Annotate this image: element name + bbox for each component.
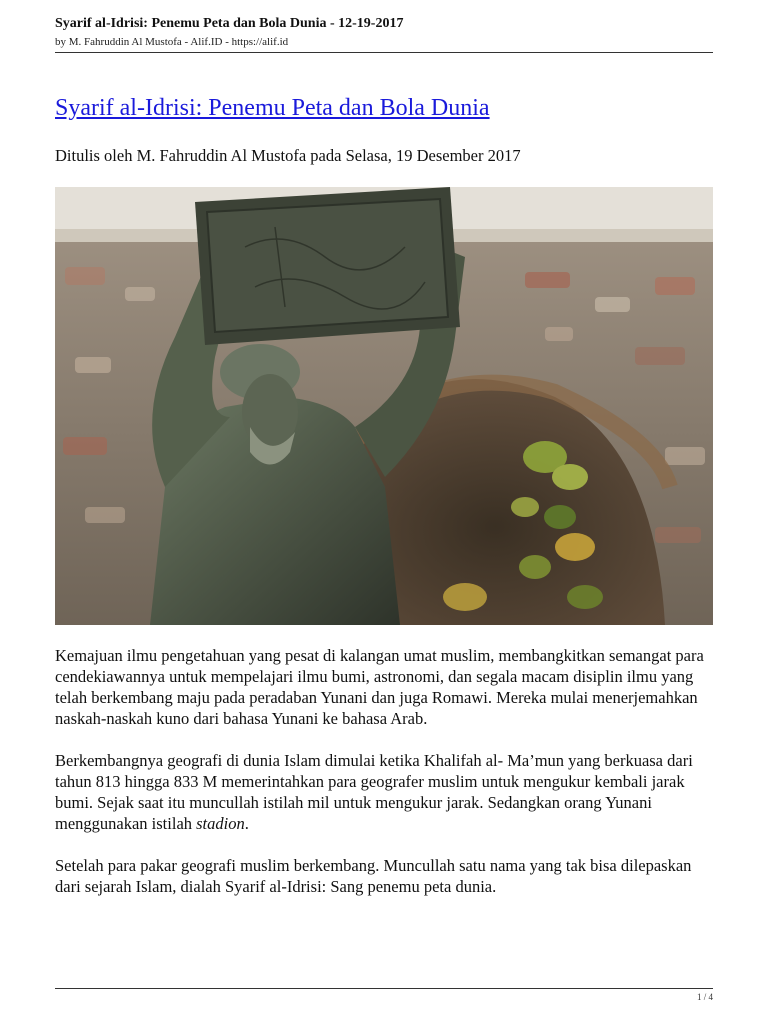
header-title: Syarif al-Idrisi: Penemu Peta dan Bola Dunia - 12-19-2017 [55,16,404,31]
header-divider [55,52,713,53]
header-subtitle: by M. Fahruddin Al Mustofa - Alif.ID - https://alif.id [55,36,289,48]
article-body [55,645,713,918]
paragraph: Setelah para pakar geografi muslim berkembang. Muncullah satu nama yang tak bisa dilepaskan dari sejarah Islam, dialah Syarif al-Idrisi: Sang penemu peta dunia. [55,856,692,896]
paragraph: Kemajuan ilmu pengetahuan yang pesat di kalangan umat muslim, membangkitkan semangat para cendekiawannya untuk mempelajari ilmu bumi, astronomi, dan segala macam disiplin ilmu yang telah berkembang maju pada peradaban Yunani dan juga Romawi. Mereka mulai menerjemahkan naskah-naskah kuno dari bahasa Yunani ke bahasa Arab. [55,646,704,728]
page-number: 1 / 4 [696,992,713,1002]
article-byline: Ditulis oleh M. Fahruddin Al Mustofa pada Selasa, 19 Desember 2017 [55,146,521,165]
statue-photo-image [55,187,713,625]
article-title-link[interactable]: Syarif al-Idrisi: Penemu Peta dan Bola Dunia [55,95,490,121]
paragraph-text: . [244,814,249,833]
page-header [55,15,713,50]
paragraph [55,750,713,834]
paragraph-text: Berkembangnya geografi di dunia Islam dimulai ketika Khalifah al- Ma’mun yang berkuasa dari tahun 813 hingga 833 M memerintahkan para geografer muslim untuk mengukur kembali jarak bumi. Sejak saat itu muncullah istilah mil untuk mengukur jarak. Sedangkan orang Yunani menggunakan istilah [55,751,693,833]
article-photo [55,187,713,625]
footer-divider [55,988,713,989]
italic-term: stadion [196,814,245,833]
